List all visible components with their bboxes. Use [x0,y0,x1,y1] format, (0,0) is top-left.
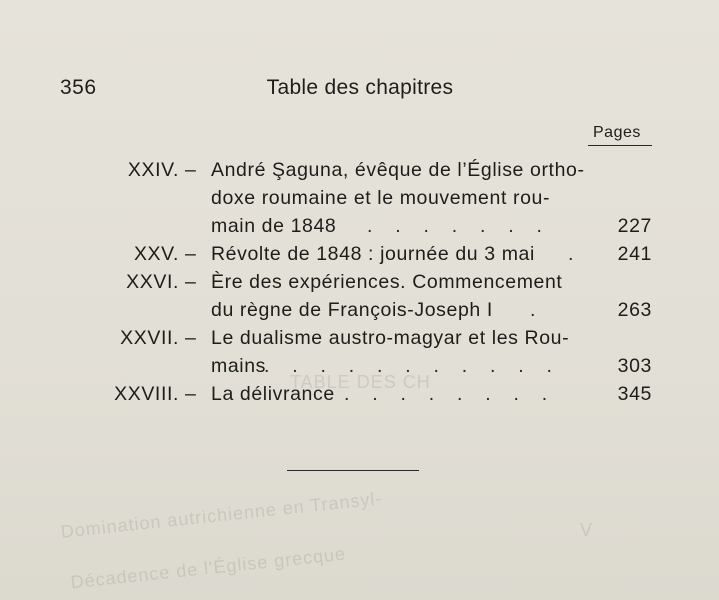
chapter-numeral: XXVII. [120,327,179,349]
dot-leader: . [530,299,540,321]
pages-column-label: Pages [593,124,641,141]
entry-dash: – [185,327,197,349]
dot-leader: . . . . . . . . . . . [264,355,556,377]
entry-dash: – [185,271,197,293]
show-through-text: V [580,520,594,540]
show-through-text: Décadence de l'Église grecque [69,543,347,593]
page-number: 356 [60,76,97,99]
page-header [60,76,660,106]
toc-entry-xxv [40,240,660,268]
dot-leader: . [568,243,578,265]
chapter-numeral: XXIV. [127,159,179,181]
table-of-contents [40,156,660,408]
page-reference: 263 [617,299,652,321]
chapter-numeral: XXVI. [126,271,179,293]
chapter-title-line: mains [211,355,267,377]
chapter-title-line: La délivrance [211,383,335,405]
entry-dash: – [185,243,197,265]
entry-dash: – [185,383,197,405]
chapter-title-line: main de 1848 [211,215,337,237]
show-through-text: Domination autrichienne en Transyl- [59,488,384,542]
dot-leader: . . . . . . . . [344,383,552,405]
page-reference: 345 [617,383,652,405]
chapter-title-line: Ère des expériences. Commencement [211,271,563,293]
chapter-title-line: du règne de François-Joseph I [211,299,493,321]
chapter-title-line: doxe roumaine et le mouvement rou- [211,187,551,209]
pages-column-rule [588,145,652,146]
toc-entry-xxvi [40,268,660,324]
chapter-title-line: Révolte de 1848 : journée du 3 mai [211,243,535,265]
dot-leader: . . . . . . . [367,215,546,237]
entry-dash: – [185,159,197,181]
running-title: Table des chapitres [266,76,454,99]
chapter-title-line: Le dualisme austro-magyar et les Rou- [211,327,570,349]
page-reference: 241 [617,243,652,265]
page-reference: 303 [617,355,652,377]
end-rule [287,470,419,471]
chapter-numeral: XXV. [133,243,179,265]
toc-entry-xxiv [40,156,660,240]
page-reference: 227 [617,215,652,237]
toc-entry-xxvii [40,324,660,380]
show-through-text: TABLE DES CH [290,372,431,392]
chapter-title-line: André Şaguna, évêque de l’Église ortho- [211,159,585,181]
toc-entry-xxviii [40,380,660,408]
chapter-numeral: XXVIII. [114,383,179,405]
